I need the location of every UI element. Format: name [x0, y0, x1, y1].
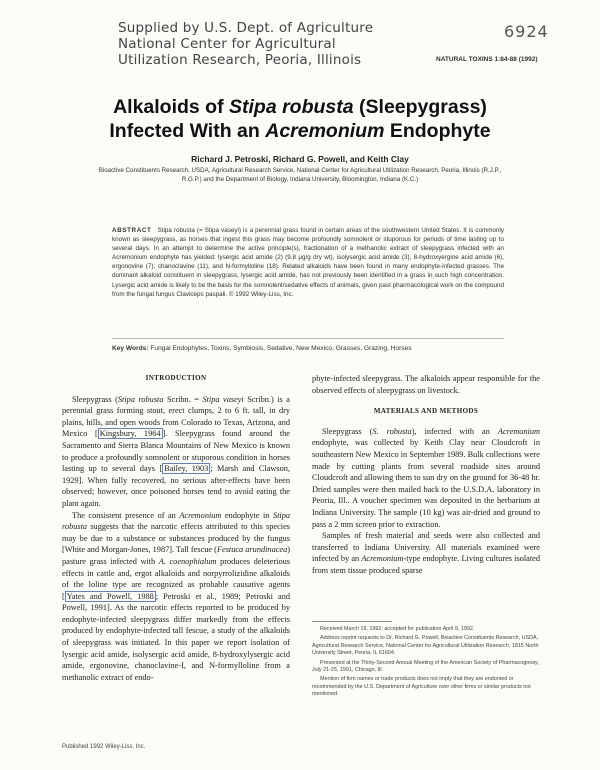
title-text: Endophyte [384, 120, 491, 142]
footnote: Address reprint requests to Dr. Richard G. Powell, Bioactive Constituents Research, USDA, Agricultural Research Service, National Center for Agricultural Utilization Research, 1815 North University Street, Peoria, IL 61604. [312, 635, 539, 657]
paragraph: phyte-infected sleepygrass. The alkaloids appear responsible for the observed effects of sleepygrass on livestock. [312, 374, 540, 395]
title-text: Alkaloids of [113, 96, 229, 118]
journal-reference: NATURAL TOXINS 1:84-88 (1992) [436, 56, 538, 63]
title-text: Infected With an [109, 120, 266, 142]
right-column [312, 373, 540, 577]
citation-link[interactable]: Yates and Powell, 1988 [66, 591, 154, 601]
title-text: (Sleepygrass) [353, 96, 487, 118]
stamp-line: National Center for Agricultural [118, 36, 336, 52]
abstract-label: ABSTRACT [112, 227, 152, 234]
stamp-line: Supplied by U.S. Dept. of Agriculture [118, 20, 374, 36]
paragraph: Sleepygrass (Stipa robusta Scribn. = Stipa vaseyi Scribn.) is a perennial grass forming stout, erect clumps, 2 to 6 ft. tall, in dry plains, hills, and open woods from Colorado to Texas, Arizona, and Mexico [ Kingsbury, 1964 ]. Sleepygrass found around the Sacramento and Sierra Blanca Mountains of New Mexico is known to produce a profoundly somnolent or stuporous condition in horses lasting up to several days [ Bailey, 1903 ; Marsh and Clawson, 1929]. When fully recovered, no serious after-effects have been observed; however, once poisoned horses tend to avoid eating the plant again. [62, 394, 290, 508]
title-species: Stipa robusta [229, 96, 354, 118]
citation-link[interactable]: Kingsbury, 1964 [99, 429, 161, 439]
footnote-divider [312, 621, 392, 622]
footnote: Presented at the Thirty-Second Annual Meeting of the American Society of Pharmacognosy, July 21-25, 1991, Chicago, Ill. [312, 659, 539, 674]
paragraph: Sleepygrass (S. robusta), infected with an Acremonium endophyte, was collected by Keith Clay near Cloudcroft in southeastern New Mexico in September 1989. Bulk collections were made by cutting plants from several roadside sites around Cloudcroft and allowing them to sun dry on the ground for 36-48 hr. Dried samples were then mailed back to the U.S.D.A. laboratory in Peoria, Ill.. A voucher specimen was deposited in the herbarium at Indiana University. The sample (10 kg) was air-dried and ground to pass a 2 mm screen prior to extraction. [312, 426, 540, 529]
copyright: Published 1992 Wiley-Liss, Inc. [62, 744, 146, 750]
abstract [112, 226, 504, 299]
divider [112, 338, 504, 339]
citation-link[interactable]: Bailey, 1903 [164, 464, 209, 474]
keywords [112, 345, 512, 352]
abstract-text: Stipa robusta (= Stipa vaseyi) is a perennial grass found in certain areas of the southwestern United States. It is commonly known as sleepygrass, as horses that ingest this grass may become profoundly somnolent or stuporous for periods of time lasting up to several days. In an attempt to determine the active principle(s), fractionation of a methanolic extract of sleepygrass infected with an Acremonium endophyte has yielded: lysergic acid amide (2) (9.8 μg/g dry wt), isolysergic acid amide (3), 8-hydroxyergine acid amide (6), ergonovine (7), chanoclavine (11), and N-formylloline (18). Related alkaloids have been found in many endophyte-infected grasses. The dominant alkaloid constituent in sleepygrass, lysergic acid amide, has not previously been identified in a grass in such high concentration. Lysergic acid amide is likely to be the basis for the somnolent/sedative effects of animals, given past pharmacological work on the compound from the fungal fungus Claviceps paspali. © 1992 Wiley-Liss, Inc. [112, 227, 504, 298]
authors: Richard J. Petroski, Richard G. Powell, and Keith Clay [191, 154, 409, 164]
title-genus: Acremonium [265, 120, 385, 142]
paper-title [60, 95, 540, 143]
affiliation: Bioactive Constituents Research, USDA, Agricultural Research Service, National Center for Agricultural Utilization Research, Peoria, Illinois (R.J.P., R.G.P.) and the Department of Biology, Indiana University, Bloomington, Indiana (K.C.) [98, 167, 502, 183]
paragraph: Samples of fresh material and seeds were also collected and transferred to Indiana University. All materials examined were infected by an Acremonium-type endophyte. Living cultures isolated from stem tissue produced sparse [312, 531, 540, 575]
page-number: 6924 [504, 22, 549, 41]
left-column [62, 373, 290, 683]
section-heading-introduction: INTRODUCTION [145, 374, 207, 382]
keywords-label: Key Words: [112, 345, 149, 352]
footnote: Mention of firm names or trade products does not imply that they are endorsed or recommended by the U.S. Department of Agriculture over other firms or similar products not mentioned. [312, 676, 531, 698]
footnote: Received March 19, 1992; accepted for publication April 9, 1992. [320, 626, 475, 632]
section-heading-methods: MATERIALS AND METHODS [373, 407, 479, 416]
stamp-line: Utilization Research, Peoria, Illinois [118, 52, 362, 68]
library-stamp [118, 20, 373, 68]
keywords-text: Fungal Endophytes, Toxins, Symbiosis, Sedative, New Mexico, Grasses, Grazing, Horses [150, 345, 412, 352]
paragraph: The consistent presence of an Acremonium endophyte in Stipa robusta suggests that the narcotic effects attributed to this species may be due to a substance or substances produced by the fungus [White and Morgan-Jones, 1987]. Tall fescue (Festuca arundinacea) pasture grass infected with A. coenophialum produces deleterious effects in cattle and, ergot alkaloids and norpyrrolizidine alkaloids of the loline type are recognized as probable causative agents [ Yates and Powell, 1988 ; Petroski et al., 1989; Petroski and Powell, 1991]. As the narcotic effects reported to be produced by endophyte-infected sleepygrass differ markedly from the effects produced by endophyte-infected tall fescue, a study of the alkaloids of sleepygrass was initiated. In this paper we report isolation of lysergic acid amide, isolysergic acid amide, 8-hydroxylysergic acid amide, ergonovine, chanoclavine-I, and N-formylloline from a methanolic extract of endo- [62, 510, 291, 682]
footnotes [312, 626, 542, 701]
